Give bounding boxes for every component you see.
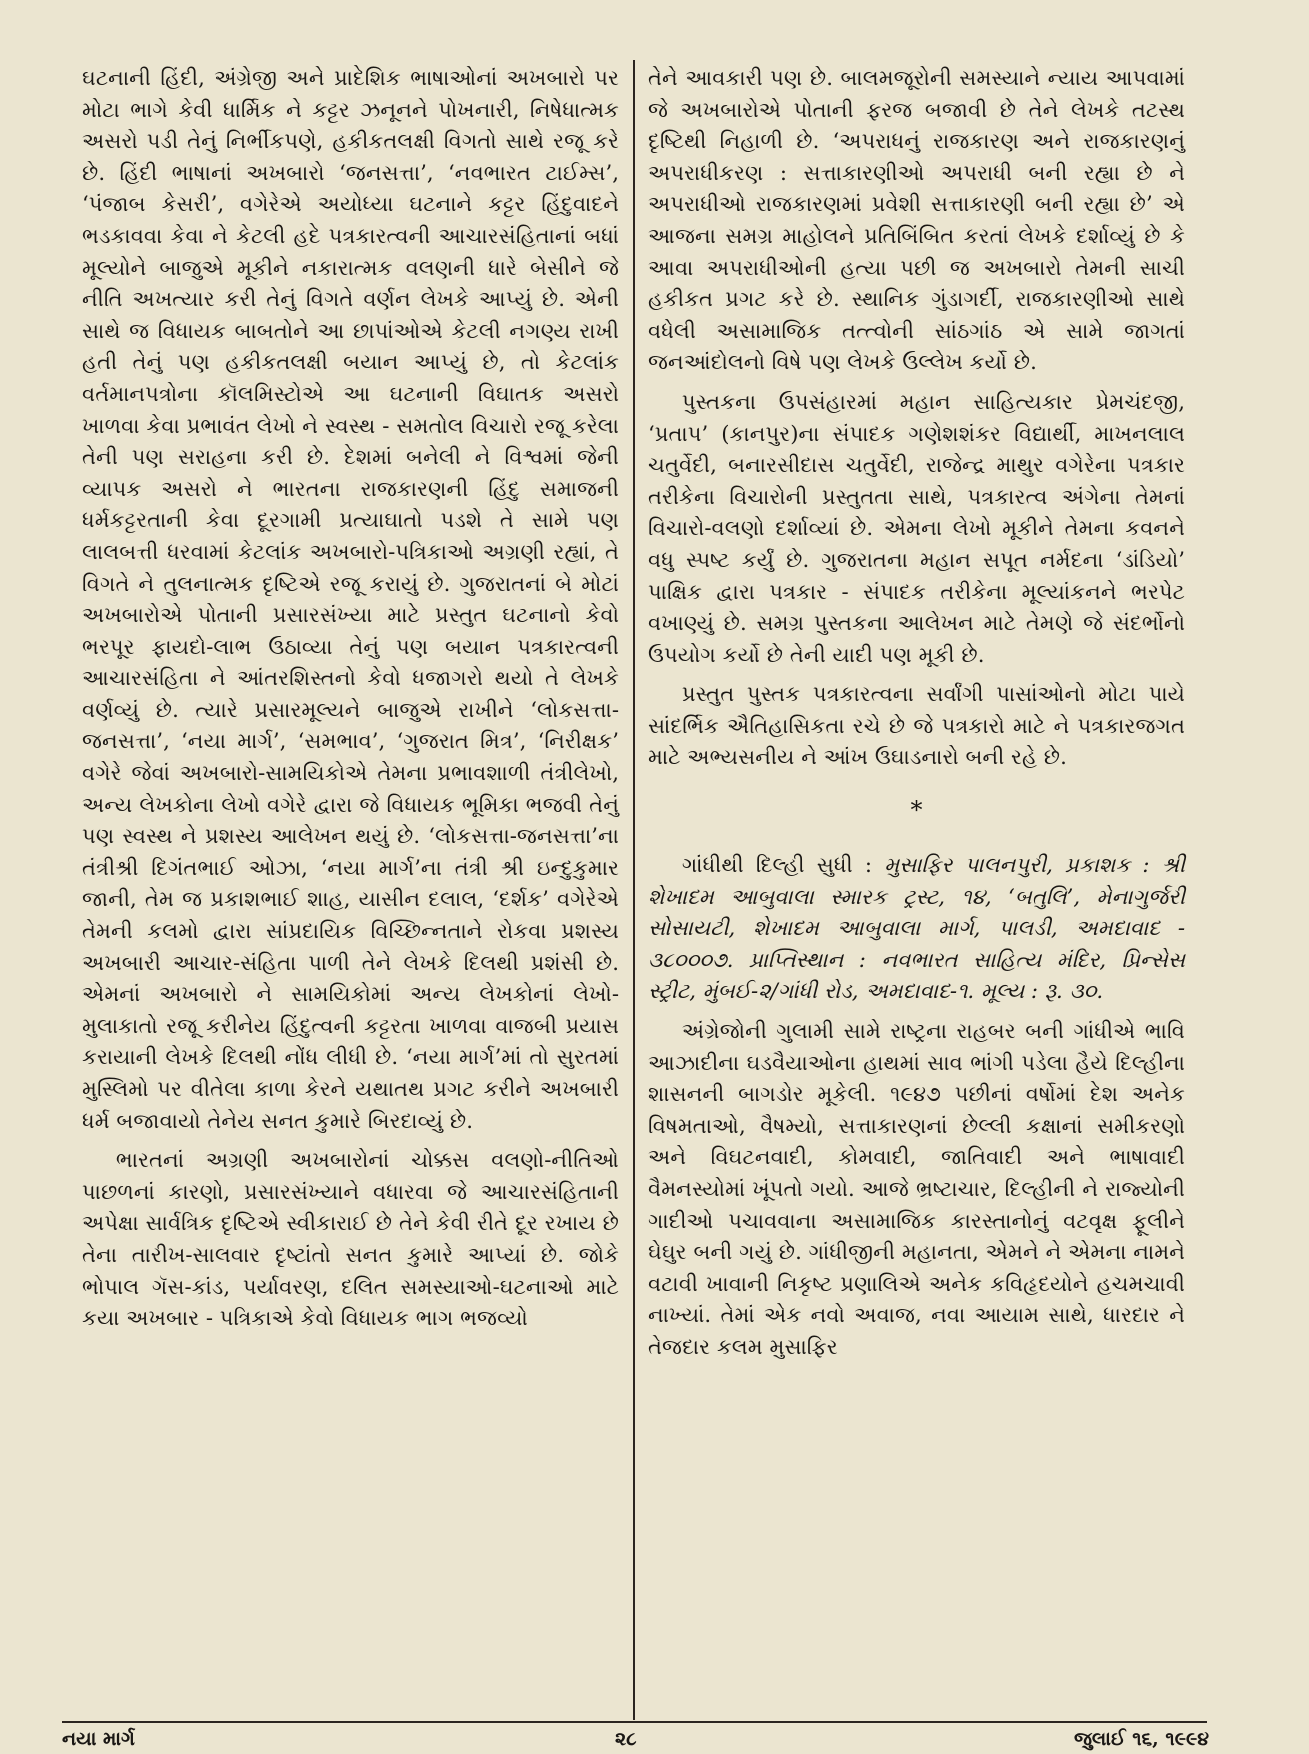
right-column — [648, 62, 1185, 1363]
book-publication-details: મુસાફિર પાલનપુરી, પ્રકાશક : શ્રી શેખાદમ આબુવાલા સ્મારક ટ્રસ્ટ, ૧૪, ‘બતુલિ’, મેનાગુર્જરી સોસાયટી, શેખાદમ આબુવાલા માર્ગ, પાલડી, અમદાવાદ - ૩૮૦૦૦૭. પ્રાપ્તિસ્થાન : નવભારત સાહિત્ય મંદિર, પ્રિન્સેસ સ્ટ્રીટ, મુંબઈ-૨/ગાંધી રોડ, અમદાવાદ-૧. મૂલ્ય : રૂ. ૩૦. — [648, 852, 1185, 1004]
column-divider — [633, 60, 635, 1720]
right-paragraph-1: તેને આવકારી પણ છે. બાલમજૂરોની સમસ્યાને ન્યાય આપવામાં જે અખબારોએ પોતાની ફરજ બજાવી છે તેને લેખકે તટસ્થ દૃષ્ટિથી નિહાળી છે. ‘અપરાધનું રાજકારણ અને રાજકારણનું અપરાધીકરણ : સત્તાકારણીઓ અપરાધી બની રહ્યા છે ને અપરાધીઓ રાજકારણમાં પ્રવેશી સત્તાકારણી બની રહ્યા છે’ એ આજના સમગ્ર માહોલને પ્રતિબિંબિત કરતાં લેખકે દર્શાવ્યું છે કે આવા અપરાધીઓની હત્યા પછી જ અખબારો તેમની સાચી હકીકત પ્રગટ કરે છે. સ્થાનિક ગુંડાગર્દી, રાજકારણીઓ સાથે વધેલી અસામાજિક તત્ત્વોની સાંઠગાંઠ એ સામે જાગતાં જનઆંદોલનો વિષે પણ લેખકે ઉલ્લેખ કર્યો છે. — [648, 65, 1185, 375]
right-paragraph-4: અંગ્રેજોની ગુલામી સામે રાષ્ટ્રના રાહબર બની ગાંધીએ ભાવિ આઝાદીના ઘડવૈયાઓના હાથમાં સાવ ભાંગી પડેલા હૈયે દિલ્હીના શાસનની બાગડોર મૂકેલી. ૧૯૪૭ પછીનાં વર્ષોમાં દેશ અનેક વિષમતાઓ, વૈષમ્યો, સત્તાકારણનાં છેલ્લી કક્ષાનાં સમીકરણો અને વિઘટનવાદી, કોમવાદી, જાતિવાદી અને ભાષાવાદી વૈમનસ્યોમાં ખૂંપતો ગયો. આજે ભ્રષ્ટાચાર, દિલ્હીની ને રાજ્યોની ગાદીઓ પચાવવાના અસામાજિક કારસ્તાનોનું વટવૃક્ષ ફૂલીને ઘેઘુર બની ગયું છે. ગાંધીજીની મહાનતા, એમને ને એમના નામને વટાવી ખાવાની નિકૃષ્ટ પ્રણાલિએ અનેક કવિહૃદયોને હચમચાવી નાખ્યાં. તેમાં એક નવો અવાજ, નવા આયામ સાથે, ધારદાર ને તેજદાર કલમ મુસાફિર — [648, 1018, 1185, 1359]
left-paragraph-2: ભારતનાં અગ્રણી અખબારોનાં ચોક્કસ વલણો-નીતિઓ પાછળનાં કારણો, પ્રસારસંખ્યાને વધારવા જે આચારસંહિતાની અપેક્ષા સાર્વત્રિક દૃષ્ટિએ સ્વીકારાઈ છે તેને કેવી રીતે દૂર રખાય છે તેના તારીખ-સાલવાર દૃષ્ટાંતો સનત કુમારે આપ્યાં છે. જોકે ભોપાલ ગૅસ-કાંડ, પર્યાવરણ, દલિત સમસ્યાઓ-ઘટનાઓ માટે કયા અખબાર - પત્રિકાએ કેવો વિધાયક ભાગ ભજવ્યો — [82, 1147, 619, 1331]
book-review-heading — [648, 849, 1185, 1007]
section-separator: * — [910, 796, 923, 825]
book-title: ગાંધીથી દિલ્હી સુધી : — [681, 852, 873, 878]
footer-date: જુલાઈ ૧૬, ૧૯૯૪ — [1073, 1728, 1209, 1750]
right-paragraph-3: પ્રસ્તુત પુસ્તક પત્રકારત્વના સર્વાંગી પાસાંઓનો મોટા પાયે સાંદર્ભિક ઐતિહાસિકતા રચે છે જે પત્રકારો માટે ને પત્રકારજગત માટે અભ્યસનીય ને આંખ ઉઘાડનારો બની રહે છે. — [648, 681, 1185, 770]
footer-page-number: ૨૮ — [615, 1728, 637, 1750]
footer-divider — [62, 1721, 1207, 1723]
left-paragraph-1: ઘટનાની હિંદી, અંગ્રેજી અને પ્રાદેશિક ભાષાઓનાં અખબારો પર મોટા ભાગે કેવી ધાર્મિક ને કટ્ટર ઝનૂનને પોખનારી, નિષેધાત્મક અસરો પડી તેનું નિર્ભીકપણે, હકીકતલક્ષી વિગતો સાથે રજૂ કરે છે. હિંદી ભાષાનાં અખબારો ‘જનસત્તા’, ‘નવભારત ટાઈમ્સ’, ‘પંજાબ કેસરી’, વગેરેએ અયોધ્યા ઘટનાને કટ્ટર હિંદુવાદને ભડકાવવા કેવા ને કેટલી હદે પત્રકારત્વની આચારસંહિતાનાં બધાં મૂલ્યોને બાજુએ મૂકીને નકારાત્મક વલણની ધારે બેસીને જે નીતિ અખત્યાર કરી તેનું વિગતે વર્ણન લેખકે આપ્યું છે. એની સાથે જ વિધાયક બાબતોને આ છાપાંઓએ કેટલી નગણ્ય રાખી હતી તેનું પણ હકીકતલક્ષી બયાન આપ્યું છે, તો કેટલાંક વર્તમાનપત્રોના કૉલમિસ્ટોએ આ ઘટનાની વિઘાતક અસરો ખાળવા કેવા પ્રભાવંત લેખો ને સ્વસ્થ - સમતોલ વિચારો રજૂ કરેલા તેની પણ સરાહના કરી છે. દેશમાં બનેલી ને વિશ્વમાં જેની વ્યાપક અસરો ને ભારતના રાજકારણની હિંદુ સમાજની ધર્મકટ્ટરતાની કેવા દૂરગામી પ્રત્યાઘાતો પડશે તે સામે પણ લાલબત્તી ધરવામાં કેટલાંક અખબારો-પત્રિકાઓ અગ્રણી રહ્યાં, તે વિગતે ને તુલનાત્મક દૃષ્ટિએ રજૂ કરાયું છે. ગુજરાતનાં બે મોટાં અખબારોએ પોતાની પ્રસારસંખ્યા માટે પ્રસ્તુત ઘટનાનો કેવો ભરપૂર ફાયદો-લાભ ઉઠાવ્યા તેનું પણ બયાન પત્રકારત્વની આચારસંહિતા ને આંતરશિસ્તનો કેવો ધજાગરો થયો તે લેખકે વર્ણવ્યું છે. ત્યારે પ્રસારમૂલ્યને બાજુએ રાખીને ‘લોકસત્તા-જનસત્તા’, ‘નયા માર્ગ’, ‘સમભાવ’, ‘ગુજરાત મિત્ર’, ‘નિરીક્ષક’ વગેરે જેવાં અખબારો-સામયિકોએ તેમના પ્રભાવશાળી તંત્રીલેખો, અન્ય લેખકોના લેખો વગેરે દ્વારા જે વિધાયક ભૂમિકા ભજવી તેનું પણ સ્વસ્થ ને પ્રશસ્ય આલેખન થયું છે. ‘લોકસત્તા-જનસત્તા’ના તંત્રીશ્રી દિગંતભાઈ ઓઝા, ‘નયા માર્ગ’ના તંત્રી શ્રી ઇન્દુકુમાર જાની, તેમ જ પ્રકાશભાઈ શાહ, યાસીન દલાલ, ‘દર્શક’ વગેરેએ તેમની કલમો દ્વારા સાંપ્રદાયિક વિચ્છિન્નતાને રોકવા પ્રશસ્ય અખબારી આચાર-સંહિતા પાળી તેને લેખકે દિલથી પ્રશંસી છે. એમનાં અખબારો ને સામયિકોમાં અન્ય લેખકોનાં લેખો-મુલાકાતો રજૂ કરીનેય હિંદુત્વની કટ્ટરતા ખાળવા વાજબી પ્રયાસ કરાયાની લેખકે દિલથી નોંધ લીધી છે. ‘નયા માર્ગ’માં તો સુરતમાં મુસ્લિમો પર વીતેલા કાળા કેરને યથાતથ પ્રગટ કરીને અખબારી ધર્મ બજાવાયો તેનેય સનત કુમારે બિરદાવ્યું છે. — [82, 65, 619, 1133]
footer-publication-name: નયા માર્ગ — [62, 1728, 135, 1750]
left-column — [82, 62, 619, 1334]
right-paragraph-2: પુસ્તકના ઉપસંહારમાં મહાન સાહિત્યકાર પ્રેમચંદજી, ‘પ્રતાપ’ (કાનપુર)ના સંપાદક ગણેશશંકર વિદ્યાર્થી, માખનલાલ ચતુર્વેદી, બનારસીદાસ ચતુર્વેદી, રાજેન્દ્ર માથુર વગેરેના પત્રકાર તરીકેના વિચારોની પ્રસ્તુતતા સાથે, પત્રકારત્વ અંગેના તેમનાં વિચારો-વલણો દર્શાવ્યાં છે. એમના લેખો મૂકીને તેમના કવનને વધુ સ્પષ્ટ કર્યું છે. ગુજરાતના મહાન સપૂત નર્મદના ‘ડાંડિયો’ પાક્ષિક દ્વારા પત્રકાર - સંપાદક તરીકેના મૂલ્યાંકનને ભરપેટ વખાણ્યું છે. સમગ્ર પુસ્તકના આલેખન માટે તેમણે જે સંદર્ભોનો ઉપયોગ કર્યો છે તેની યાદી પણ મૂકી છે. — [648, 388, 1185, 667]
